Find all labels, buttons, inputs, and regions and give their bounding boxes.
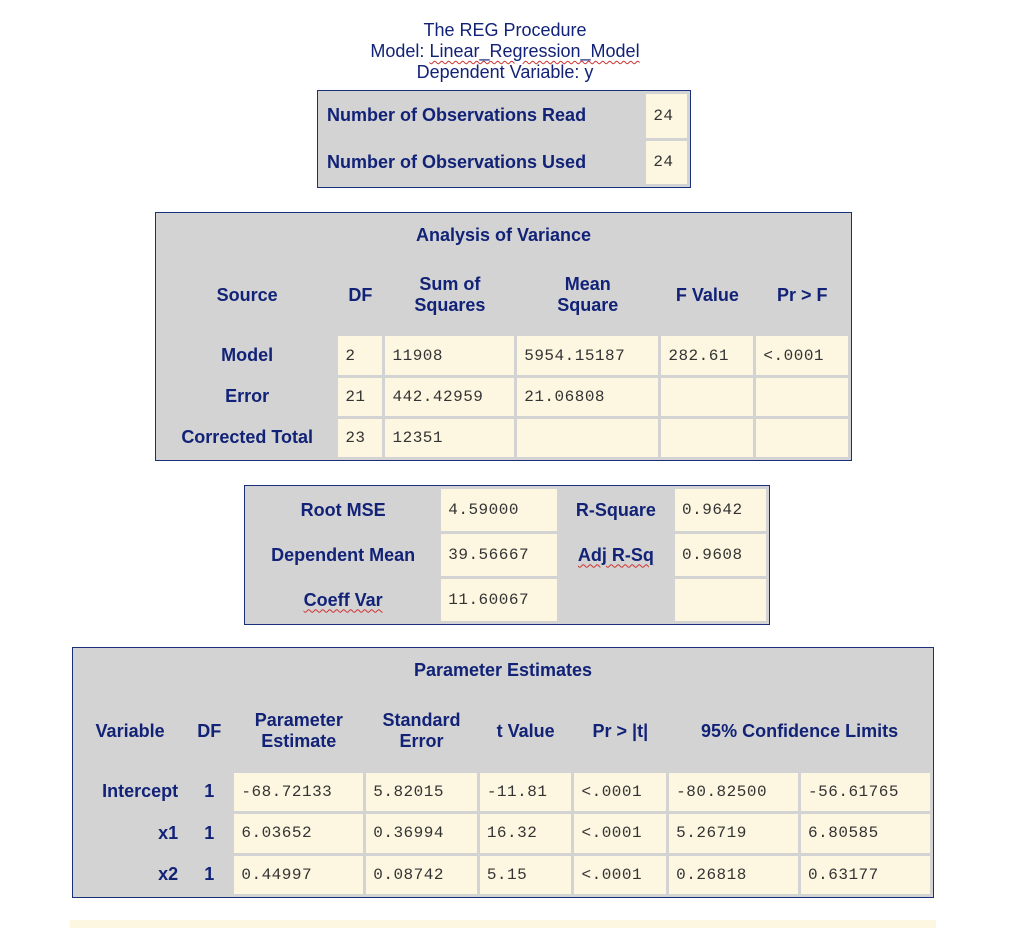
- param-std-error: 0.36994: [366, 814, 477, 853]
- anova-df: 23: [338, 419, 382, 457]
- param-df: 1: [204, 822, 215, 843]
- anova-header-source: Source: [216, 284, 278, 305]
- anova-header-ms: Mean Square: [557, 274, 619, 316]
- anova-f: [661, 378, 753, 416]
- param-p-value: <.0001: [574, 814, 666, 853]
- anova-title: Analysis of Variance: [415, 224, 592, 245]
- param-lower-limit: 5.26719: [669, 814, 798, 853]
- anova-table: [155, 212, 852, 461]
- anova-df: 2: [338, 336, 382, 374]
- param-upper-limit: -56.61765: [801, 773, 930, 812]
- fit-row-3: [248, 579, 766, 621]
- param-header-confidence-limits: 95% Confidence Limits: [701, 720, 899, 741]
- fit-empty-label: [560, 579, 672, 621]
- anova-f: [661, 419, 753, 457]
- fit-empty-cell: [675, 579, 766, 621]
- model-name: Linear_Regression_Model: [429, 41, 640, 61]
- anova-ss: 442.42959: [385, 378, 514, 416]
- output-titles: [0, 20, 1010, 83]
- param-row-x1: [76, 814, 930, 853]
- dependent-mean-label: Dependent Mean: [271, 544, 416, 565]
- param-std-error: 5.82015: [366, 773, 477, 812]
- model-prefix: Model:: [370, 41, 430, 61]
- param-upper-limit: 0.63177: [801, 856, 930, 895]
- param-t-value: -11.81: [480, 773, 572, 812]
- param-variable: x1: [158, 822, 179, 843]
- param-t-value: 5.15: [480, 856, 572, 895]
- anova-header-row: [159, 257, 848, 333]
- anova-header-df: DF: [348, 284, 373, 305]
- observations-table: [317, 90, 691, 188]
- coeff-var-label: Coeff Var: [303, 589, 383, 610]
- anova-caption-row: [159, 216, 848, 254]
- param-p-value: <.0001: [574, 856, 666, 895]
- r-square-value: 0.9642: [675, 489, 766, 531]
- obs-used-value: 24: [646, 141, 687, 185]
- param-header-variable: Variable: [95, 720, 165, 741]
- anova-header-ss: Sum of Squares: [414, 274, 486, 316]
- root-mse-value: 4.59000: [441, 489, 557, 531]
- anova-row-corrected-total: [159, 419, 848, 457]
- anova-p: [756, 378, 848, 416]
- anova-header-f: F Value: [675, 284, 739, 305]
- param-header-row: [76, 693, 930, 770]
- fit-row-2: [248, 534, 766, 576]
- model-title: [0, 41, 1010, 62]
- obs-used-label: Number of Observations Used: [327, 151, 587, 172]
- param-upper-limit: 6.80585: [801, 814, 930, 853]
- anova-ss: 11908: [385, 336, 514, 374]
- param-variable: x2: [158, 864, 179, 885]
- anova-df: 21: [338, 378, 382, 416]
- param-caption-row: [76, 651, 930, 690]
- obs-used-row: [321, 141, 687, 185]
- param-header-p-value: Pr > |t|: [592, 720, 649, 741]
- next-output-band: [70, 920, 936, 928]
- anova-source: Model: [221, 345, 274, 366]
- anova-ms: [517, 419, 658, 457]
- anova-p: <.0001: [756, 336, 848, 374]
- anova-ms: 21.06808: [517, 378, 658, 416]
- anova-f: 282.61: [661, 336, 753, 374]
- anova-ss: 12351: [385, 419, 514, 457]
- param-header-std-error: Standard Error: [382, 710, 461, 751]
- obs-read-value: 24: [646, 94, 687, 138]
- anova-source: Corrected Total: [181, 427, 313, 448]
- obs-read-label: Number of Observations Read: [327, 105, 587, 126]
- anova-row-model: [159, 336, 848, 374]
- r-square-label: R-Square: [575, 499, 656, 520]
- anova-row-error: [159, 378, 848, 416]
- anova-ms: 5954.15187: [517, 336, 658, 374]
- param-lower-limit: 0.26818: [669, 856, 798, 895]
- param-df: 1: [204, 864, 215, 885]
- fit-statistics-table: [244, 485, 770, 625]
- root-mse-label: Root MSE: [300, 499, 386, 520]
- param-t-value: 16.32: [480, 814, 572, 853]
- param-variable: Intercept: [102, 781, 179, 802]
- dependent-variable-title: Dependent Variable: y: [416, 62, 594, 82]
- param-title: Parameter Estimates: [413, 659, 593, 680]
- obs-read-row: [321, 94, 687, 138]
- param-std-error: 0.08742: [366, 856, 477, 895]
- param-row-intercept: [76, 773, 930, 812]
- param-estimate: -68.72133: [234, 773, 363, 812]
- param-estimate: 6.03652: [234, 814, 363, 853]
- coeff-var-value: 11.60067: [441, 579, 557, 621]
- parameter-estimates-table: [72, 647, 934, 898]
- param-header-t-value: t Value: [496, 720, 555, 741]
- adj-rsq-label: Adj R-Sq: [577, 544, 654, 565]
- procedure-title: The REG Procedure: [423, 20, 587, 40]
- param-p-value: <.0001: [574, 773, 666, 812]
- param-df: 1: [204, 781, 215, 802]
- param-header-estimate: Parameter Estimate: [254, 710, 343, 751]
- anova-source: Error: [225, 386, 270, 407]
- dependent-mean-value: 39.56667: [441, 534, 557, 576]
- anova-header-p: Pr > F: [776, 284, 828, 305]
- param-estimate: 0.44997: [234, 856, 363, 895]
- param-lower-limit: -80.82500: [669, 773, 798, 812]
- anova-p: [756, 419, 848, 457]
- param-header-df: DF: [197, 720, 222, 741]
- adj-rsq-value: 0.9608: [675, 534, 766, 576]
- param-row-x2: [76, 856, 930, 895]
- fit-row-1: [248, 489, 766, 531]
